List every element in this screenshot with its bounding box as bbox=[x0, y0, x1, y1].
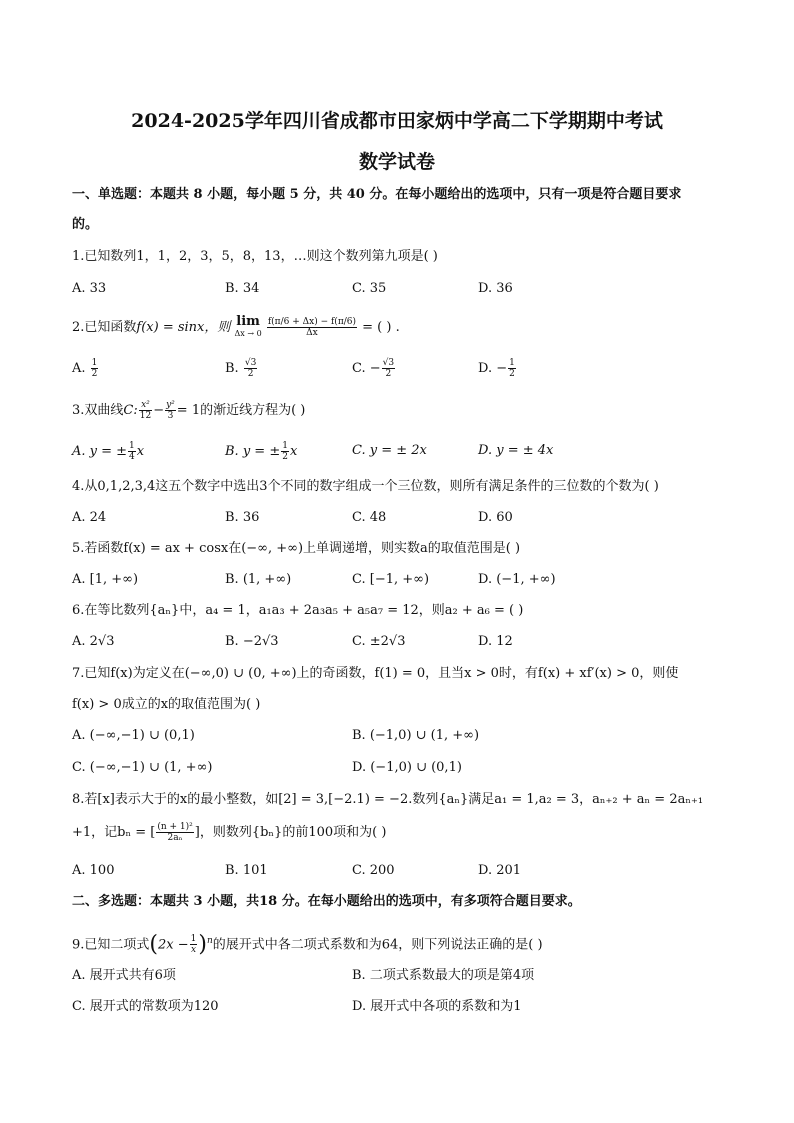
option-b: B. (1, +∞) bbox=[225, 572, 292, 587]
question-8-stem: 8.若[x]表示大于的x的最小整数，如[2] = 3,[−2.1) = −2.数列{aₙ}满足a₁ = 1,a₂ = 3，aₙ₊₂ + aₙ = 2aₙ₊₁ bbox=[72, 792, 704, 807]
question-7-options-row1 bbox=[72, 726, 732, 746]
option-d: D. (−1,0) ∪ (0,1) bbox=[352, 760, 462, 775]
exam-title: 2024-2025学年四川省成都市田家炳中学高二下学期期中考试 bbox=[131, 110, 663, 132]
option-a: A. (−∞,−1) ∪ (0,1) bbox=[72, 728, 195, 743]
section1-instructions-cont: 的。 bbox=[72, 217, 99, 232]
option-c: C. 35 bbox=[352, 281, 387, 296]
option-d: D. y = ± 4x bbox=[478, 443, 554, 458]
question-7-stem-cont: f(x) > 0成立的x的取值范围为( ) bbox=[72, 697, 261, 712]
option-a: A. [1, +∞) bbox=[72, 572, 139, 587]
option-c: C. 48 bbox=[352, 510, 387, 525]
question-6-options bbox=[72, 632, 732, 652]
option-a: A. 展开式共有6项 bbox=[72, 968, 176, 983]
option-a: A. 24 bbox=[72, 510, 107, 525]
option-c: C. y = ± 2x bbox=[352, 443, 427, 458]
question-3-stem: 3.双曲线C: $\frac{\text{x²}}{12}$ − $\frac{\text{y²}}{3}$ = 1的渐近线方程为( ) bbox=[72, 400, 306, 421]
question-3-options bbox=[72, 441, 732, 461]
option-b: B. y = ± $\frac{1}{2}$ x bbox=[225, 441, 298, 462]
question-4-stem: 4.从0,1,2,3,4这五个数字中选出3个不同的数字组成一个三位数，则所有满足条件的三位数的个数为( ) bbox=[72, 479, 659, 494]
option-d: D. 60 bbox=[478, 510, 513, 525]
exam-subtitle: 数学试卷 bbox=[358, 151, 435, 173]
question-9-options-row1 bbox=[72, 966, 732, 986]
option-c: C. ±2√3 bbox=[352, 634, 406, 649]
option-a: A. 33 bbox=[72, 281, 107, 296]
limit-expression: lim Δx → 0 bbox=[234, 313, 262, 338]
question-2-stem: 2.已知函数f(x) = sinx，则 lim Δx → 0 $\frac{f(\pi/6 + \Delta x) - f(\pi/6)}{\Delta x}$ = ( ) . bbox=[72, 313, 400, 338]
question-8-options bbox=[72, 861, 732, 881]
question-4-options bbox=[72, 508, 732, 528]
option-d: D. (−1, +∞) bbox=[478, 572, 556, 587]
option-d: D. 12 bbox=[478, 634, 513, 649]
option-c: C. [−1, +∞) bbox=[352, 572, 430, 587]
option-b: B. $\frac{√3}{2}$ bbox=[225, 358, 257, 379]
option-d: D. − $\frac{1}{2}$ bbox=[478, 358, 515, 379]
option-d: D. 201 bbox=[478, 863, 522, 878]
option-b: B. 101 bbox=[225, 863, 268, 878]
question-9-options-row2 bbox=[72, 997, 732, 1017]
option-c: C. − $\frac{√3}{2}$ bbox=[352, 358, 395, 379]
option-b: B. −2√3 bbox=[225, 634, 279, 649]
difference-quotient: $\frac{f(\pi/6 + \Delta x) - f(\pi/6)}{\Delta x}$ bbox=[267, 317, 356, 338]
option-a: A. $\frac{1}{2}$ bbox=[72, 358, 98, 379]
question-9-stem: 9.已知二项式(2x − $\frac{1}{x}$ )$^n$的展开式中各二项式系数和为64，则下列说法正确的是( ) bbox=[72, 931, 543, 957]
section1-instructions: 一、单选题：本题共 8 小题，每小题 5 分，共 40 分。在每小题给出的选项中，只有一项是符合题目要求 bbox=[72, 187, 682, 202]
question-1-stem: 1.已知数列1，1，2，3，5，8，13，…则这个数列第九项是( ) bbox=[72, 249, 438, 264]
option-a: A. y = ± $\frac{1}{4}$ x bbox=[72, 441, 145, 462]
option-a: A. 2√3 bbox=[72, 634, 115, 649]
option-b: B. 二项式系数最大的项是第4项 bbox=[352, 968, 535, 983]
option-a: A. 100 bbox=[72, 863, 115, 878]
question-7-stem: 7.已知f(x)为定义在(−∞,0) ∪ (0, +∞)上的奇函数，f(1) = 0，且当x > 0时，有f(x) + xf′(x) > 0，则使 bbox=[72, 666, 679, 681]
option-c: C. 展开式的常数项为120 bbox=[72, 999, 219, 1014]
option-b: B. 34 bbox=[225, 281, 260, 296]
question-6-stem: 6.在等比数列{aₙ}中，a₄ = 1，a₁a₃ + 2a₃a₅ + a₅a₇ = 12，则a₂ + a₆ = ( ) bbox=[72, 603, 524, 618]
option-b: B. 36 bbox=[225, 510, 260, 525]
option-d: D. 36 bbox=[478, 281, 513, 296]
option-c: C. (−∞,−1) ∪ (1, +∞) bbox=[72, 760, 213, 775]
option-d: D. 展开式中各项的系数和为1 bbox=[352, 999, 522, 1014]
section2-instructions: 二、多选题：本题共 3 小题，共18 分。在每小题给出的选项中，有多项符合题目要求。 bbox=[72, 894, 581, 909]
question-1-options bbox=[72, 279, 732, 299]
question-5-stem: 5.若函数f(x) = ax + cosx在(−∞, +∞)上单调递增，则实数a的取值范围是( ) bbox=[72, 541, 521, 556]
option-b: B. (−1,0) ∪ (1, +∞) bbox=[352, 728, 480, 743]
question-5-options bbox=[72, 570, 732, 590]
option-c: C. 200 bbox=[352, 863, 395, 878]
question-2-options bbox=[72, 358, 732, 378]
question-8-stem-cont: +1，记bₙ = [ $\frac{\text{(n + 1)²}}{\text{2aₙ}}$ ]，则数列{bₙ}的前100项和为( ) bbox=[72, 822, 387, 843]
question-7-options-row2 bbox=[72, 758, 732, 778]
